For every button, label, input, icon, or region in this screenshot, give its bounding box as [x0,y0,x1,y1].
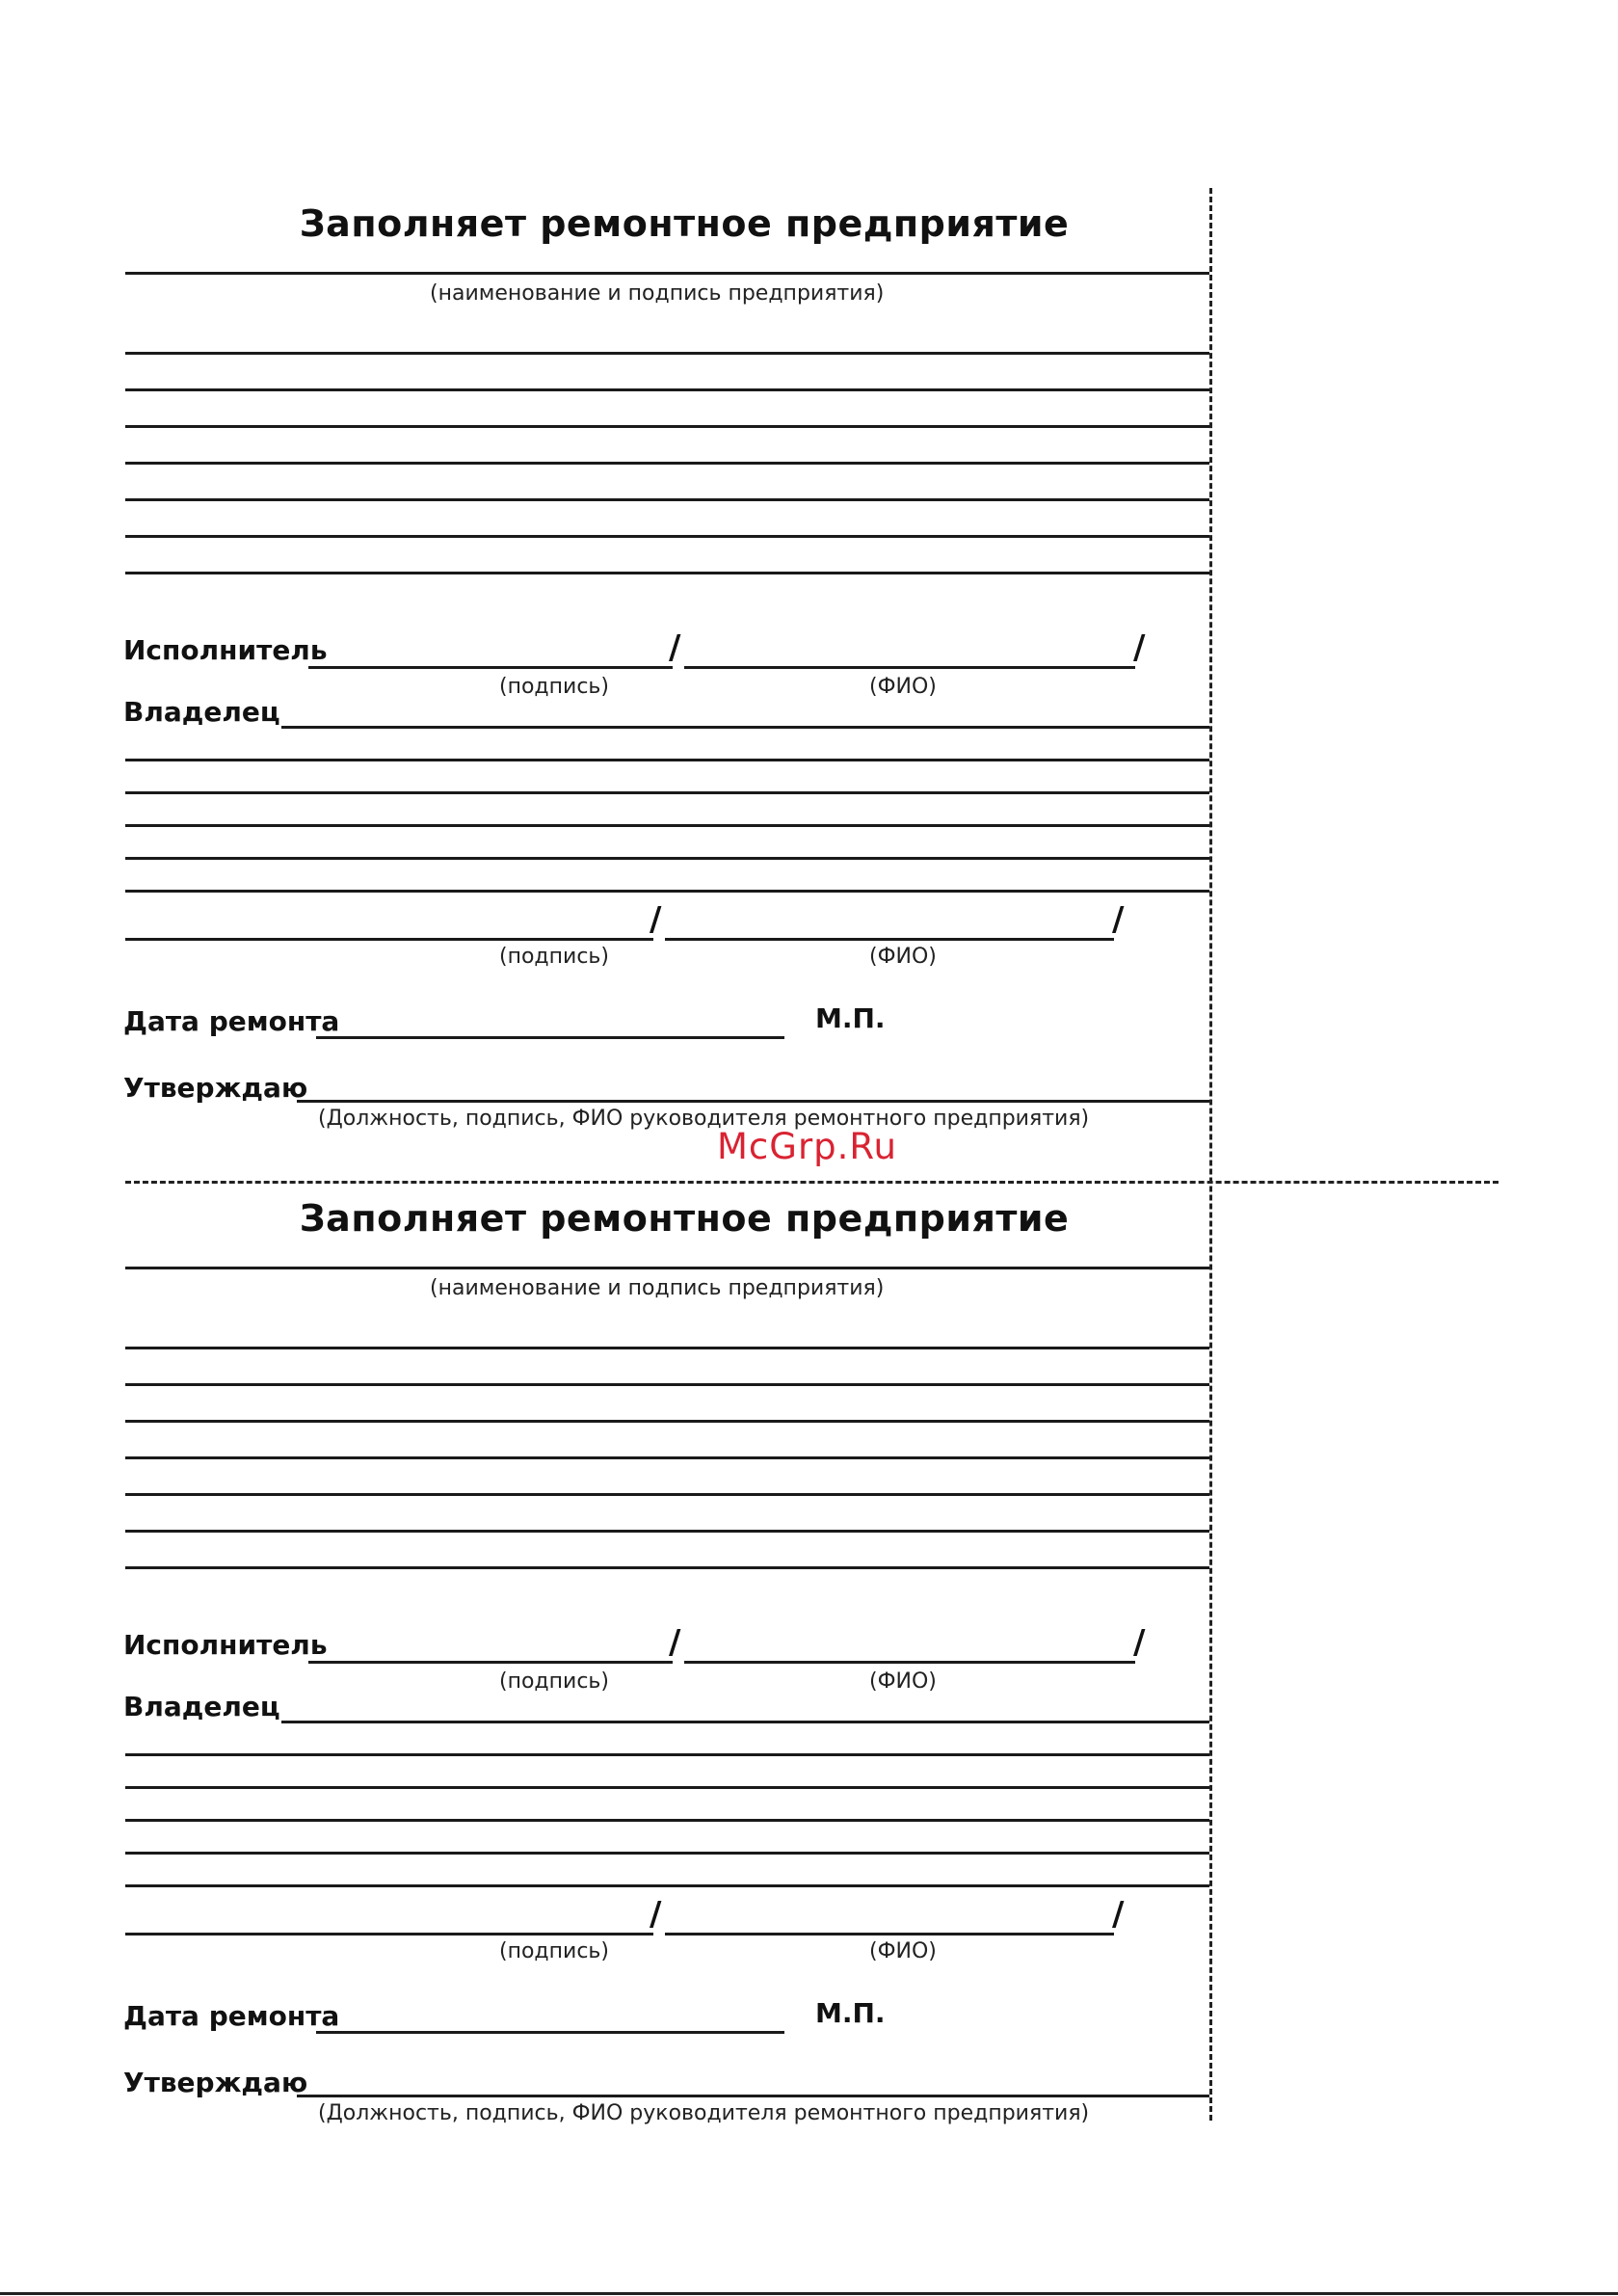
executor-signature-line[interactable] [308,666,673,669]
signature-caption: (подпись) [499,945,609,969]
owner-notes-line[interactable] [125,1819,1209,1822]
owner-notes-line[interactable] [125,890,1209,893]
repair-date-line[interactable] [316,1036,784,1039]
owner-notes-line[interactable] [125,759,1209,761]
executor-fio-line[interactable] [684,1661,1135,1664]
separator-slash: / [650,900,662,939]
notes-line[interactable] [125,1420,1209,1423]
enterprise-caption: (наименование и подпись предприятия) [430,1276,885,1300]
approve-line[interactable] [297,2095,1209,2097]
owner-notes-line[interactable] [125,1786,1209,1789]
notes-line[interactable] [125,498,1209,501]
owner-fio-line[interactable] [665,938,1114,941]
notes-line[interactable] [125,1566,1209,1569]
owner-label: Владелец [123,696,280,728]
separator-slash: / [650,1895,662,1934]
fio-caption: (ФИО) [869,675,937,699]
owner-notes-line[interactable] [125,791,1209,794]
approve-caption: (Должность, подпись, ФИО руководителя ремонтного предприятия) [318,2101,1090,2125]
notes-line[interactable] [125,1347,1209,1349]
separator-slash: / [1112,1895,1125,1934]
separator-slash: / [1112,900,1125,939]
fio-caption: (ФИО) [869,1939,937,1963]
notes-line[interactable] [125,352,1209,355]
fio-caption: (ФИО) [869,1669,937,1694]
notes-line[interactable] [125,1383,1209,1386]
owner-notes-line[interactable] [125,824,1209,827]
page-bottom-rule [0,2292,1618,2295]
executor-label: Исполнитель [123,1629,328,1661]
repair-date-label: Дата ремонта [123,1005,340,1037]
owner-notes-line[interactable] [125,1884,1209,1887]
signature-caption: (подпись) [499,675,609,699]
approve-line[interactable] [297,1100,1209,1103]
separator-slash: / [669,1623,681,1662]
owner-line[interactable] [281,726,1209,729]
owner-label: Владелец [123,1691,280,1722]
owner-notes-line[interactable] [125,1753,1209,1756]
approve-label: Утверждаю [123,1072,308,1104]
executor-signature-line[interactable] [308,1661,673,1664]
notes-line[interactable] [125,572,1209,574]
section-title: Заполняет ремонтное предприятие [299,202,1070,245]
owner-signature-line[interactable] [125,938,653,941]
separator-slash: / [1133,1623,1146,1662]
notes-line[interactable] [125,1456,1209,1459]
notes-line[interactable] [125,388,1209,391]
executor-label: Исполнитель [123,634,328,666]
fio-caption: (ФИО) [869,945,937,969]
repair-date-label: Дата ремонта [123,2000,340,2032]
signature-caption: (подпись) [499,1669,609,1694]
notes-line[interactable] [125,535,1209,538]
approve-caption: (Должность, подпись, ФИО руководителя ремонтного предприятия) [318,1107,1090,1131]
horizontal-cut-line [125,1181,1499,1184]
notes-line[interactable] [125,462,1209,465]
notes-line[interactable] [125,1493,1209,1496]
approve-label: Утверждаю [123,2067,308,2098]
owner-notes-line[interactable] [125,857,1209,860]
executor-fio-line[interactable] [684,666,1135,669]
owner-notes-line[interactable] [125,1852,1209,1855]
notes-line[interactable] [125,425,1209,428]
repair-section-2 [0,1188,1618,2171]
section-title: Заполняет ремонтное предприятие [299,1197,1070,1240]
stamp-label: М.П. [815,1002,886,1034]
repair-date-line[interactable] [316,2031,784,2034]
enterprise-line[interactable] [125,1267,1209,1269]
separator-slash: / [1133,628,1146,667]
separator-slash: / [669,628,681,667]
enterprise-caption: (наименование и подпись предприятия) [430,281,885,306]
owner-signature-line[interactable] [125,1933,653,1936]
stamp-label: М.П. [815,1997,886,2029]
owner-fio-line[interactable] [665,1933,1114,1936]
repair-section-1 [0,193,1618,1176]
notes-line[interactable] [125,1530,1209,1533]
owner-line[interactable] [281,1721,1209,1723]
watermark-text: McGrp.Ru [717,1126,897,1167]
signature-caption: (подпись) [499,1939,609,1963]
enterprise-line[interactable] [125,272,1209,275]
